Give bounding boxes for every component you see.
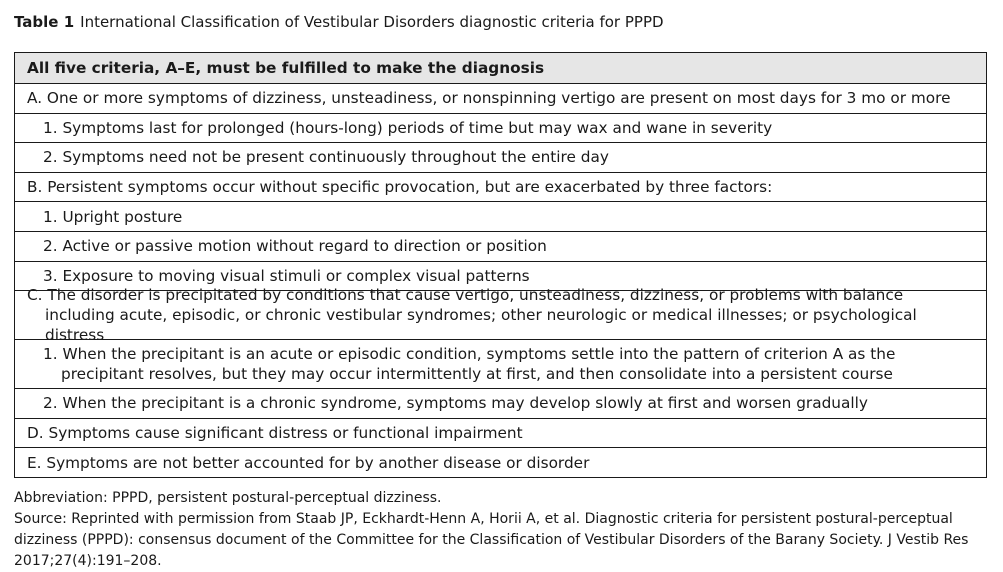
criterion-c-1-text: 1. When the precipitant is an acute or episodic condition, symptoms settle into the pattern of criterion A as the precipitant resolves, but they may occur intermittently at first, and then consolidate into a persistent course — [43, 345, 896, 384]
criterion-c-2-text: 2. When the precipitant is a chronic syndrome, symptoms may develop slowly at first and worsen gradually — [43, 394, 868, 413]
criterion-b-2 — [15, 231, 986, 261]
criterion-a-1-text: 1. Symptoms last for prolonged (hours-long) periods of time but may wax and wane in severity — [43, 118, 773, 137]
table-footnotes — [14, 488, 989, 572]
criterion-b-3-text: 3. Exposure to moving visual stimuli or complex visual patterns — [43, 266, 530, 285]
abbreviation-note: Abbreviation: PPPD, persistent postural-perceptual dizziness. — [14, 490, 442, 506]
criterion-b-text: B. Persistent symptoms occur without specific provocation, but are exacerbated by three factors: — [27, 178, 773, 197]
criterion-a-text: A. One or more symptoms of dizziness, unsteadiness, or nonspinning vertigo are present on most days for 3 mo or more — [27, 89, 951, 108]
criterion-d-text: D. Symptoms cause significant distress or functional impairment — [27, 424, 523, 443]
criterion-a-2 — [15, 142, 986, 172]
table-caption — [14, 12, 664, 32]
criterion-c-text: C. The disorder is precipitated by conditions that cause vertigo, unsteadiness, dizziness, or problems with balance including acute, episodic, or chronic vestibular syndromes; other neurologic or medical illnesses; or psychological distress — [27, 286, 917, 345]
criterion-c-2 — [15, 388, 986, 418]
source-note: Source: Reprinted with permission from Staab JP, Eckhardt-Henn A, Horii A, et al. Diagnostic criteria for persistent postural-perceptual dizziness (PPPD): consensus document of the Committee for the Classification of Vestibular Disorders of the Barany Society. J Vestib Res 2017;27(4):191–208. — [14, 511, 969, 569]
criterion-b — [15, 172, 986, 202]
criterion-b-1-text: 1. Upright posture — [43, 207, 183, 226]
table-title: International Classification of Vestibular Disorders diagnostic criteria for PPPD — [80, 13, 664, 31]
table-label: Table 1 — [14, 13, 75, 31]
criterion-e-text: E. Symptoms are not better accounted for by another disease or disorder — [27, 453, 590, 472]
criterion-b-1 — [15, 201, 986, 231]
criterion-d — [15, 418, 986, 448]
criterion-a-1 — [15, 113, 986, 143]
criteria-table — [14, 52, 987, 478]
table-header: All five criteria, A–E, must be fulfilled to make the diagnosis — [15, 53, 986, 83]
criterion-e — [15, 447, 986, 477]
criterion-c — [15, 286, 986, 345]
criterion-b-2-text: 2. Active or passive motion without regard to direction or position — [43, 237, 547, 256]
criterion-a-2-text: 2. Symptoms need not be present continuously throughout the entire day — [43, 148, 609, 167]
criterion-c-1 — [15, 339, 986, 388]
criterion-a — [15, 83, 986, 113]
